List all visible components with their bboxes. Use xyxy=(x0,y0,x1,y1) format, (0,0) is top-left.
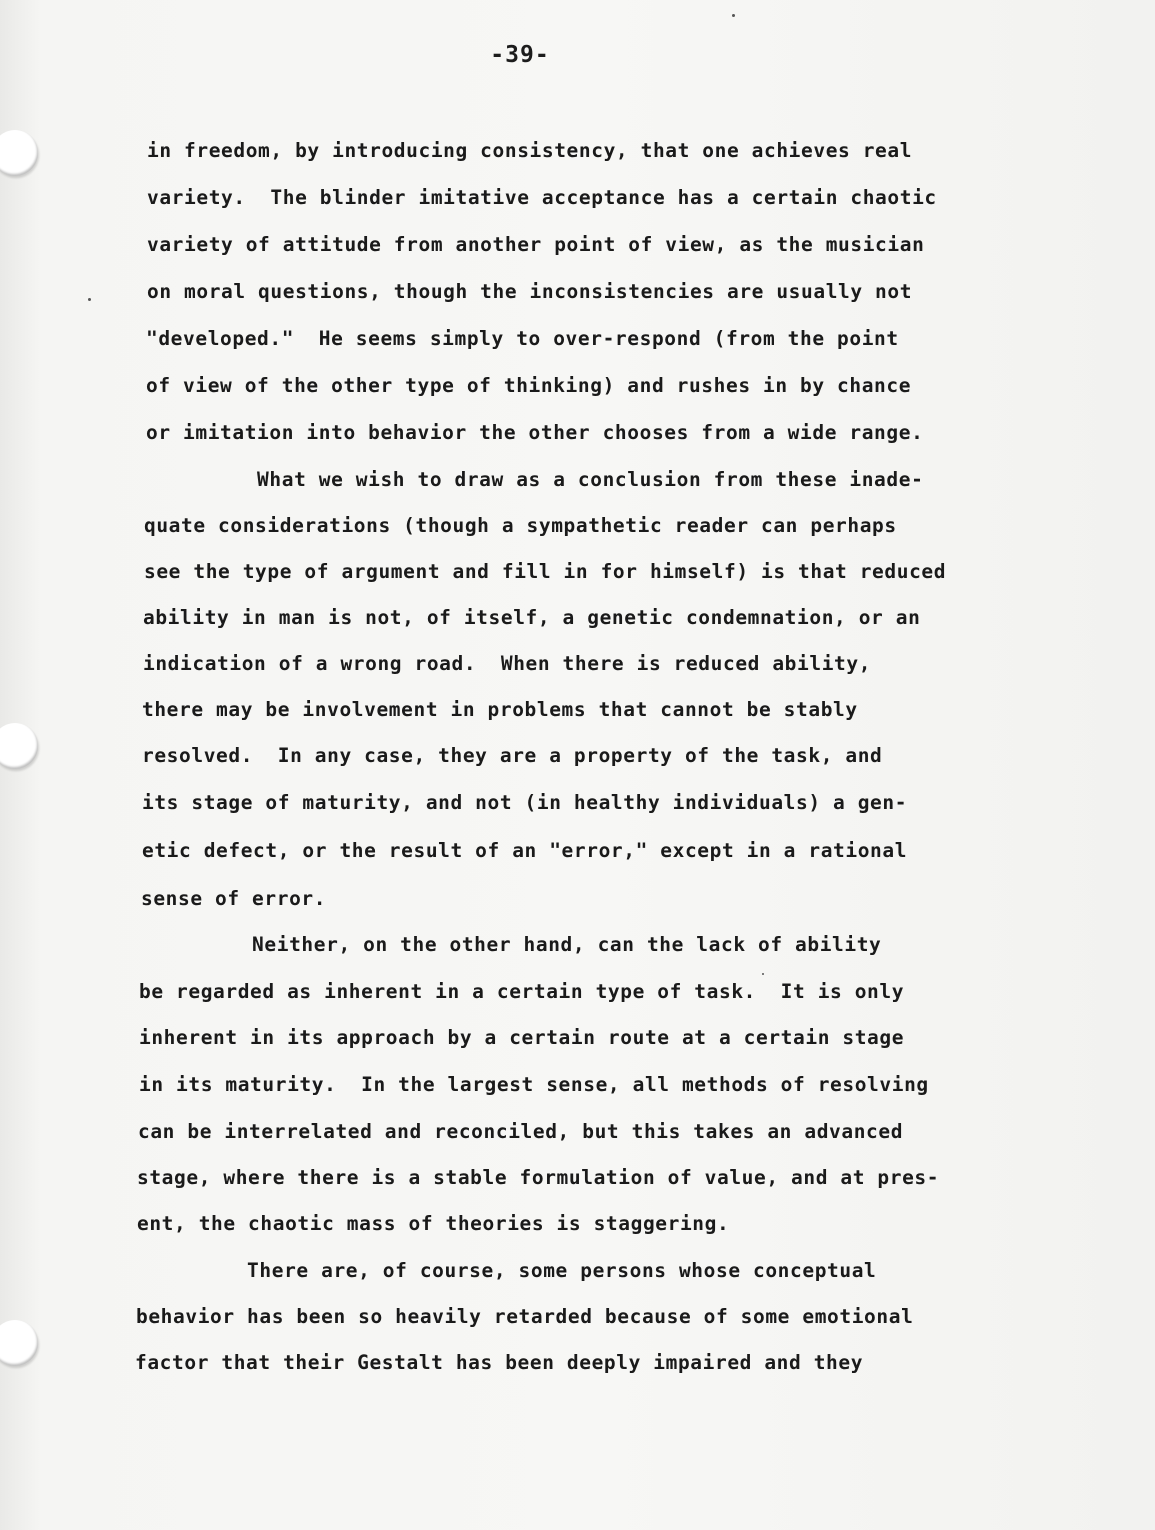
text-line: behavior has been so heavily retarded because of some emotional xyxy=(136,1305,914,1328)
text-line: or imitation into behavior the other chooses from a wide range. xyxy=(146,421,924,444)
text-line: see the type of argument and fill in for himself) is that reduced xyxy=(144,560,947,583)
text-line: Neither, on the other hand, can the lack of ability xyxy=(141,933,882,956)
text-line: can be interrelated and reconciled, but this takes an advanced xyxy=(138,1120,904,1143)
text-line: There are, of course, some persons whose conceptual xyxy=(136,1259,877,1282)
text-line: variety. The blinder imitative acceptance has a certain chaotic xyxy=(147,186,937,209)
text-line: etic defect, or the result of an "error," except in a rational xyxy=(142,839,908,862)
text-line: "developed." He seems simply to over-respond (from the point xyxy=(146,327,899,350)
text-line: be regarded as inherent in a certain type of task. It is only xyxy=(139,980,905,1003)
text-line: stage, where there is a stable formulation of value, and at pres- xyxy=(137,1166,940,1189)
punch-hole xyxy=(0,723,38,769)
text-line: factor that their Gestalt has been deeply impaired and they xyxy=(135,1351,864,1374)
punch-hole xyxy=(0,1320,38,1366)
text-line: inherent in its approach by a certain route at a certain stage xyxy=(139,1026,905,1049)
page-number: -39- xyxy=(490,42,550,68)
text-line: on moral questions, though the inconsistencies are usually not xyxy=(147,280,913,303)
text-line: variety of attitude from another point of view, as the musician xyxy=(147,233,925,256)
ink-speck xyxy=(88,298,91,301)
ink-speck xyxy=(732,14,735,17)
ink-speck xyxy=(762,973,764,975)
text-line: in freedom, by introducing consistency, that one achieves real xyxy=(147,139,913,162)
punch-hole xyxy=(0,130,38,176)
text-line: indication of a wrong road. When there is reduced ability, xyxy=(143,652,872,675)
text-line: there may be involvement in problems that cannot be stably xyxy=(142,698,858,721)
text-line: of view of the other type of thinking) and rushes in by chance xyxy=(146,374,912,397)
text-line: quate considerations (though a sympathetic reader can perhaps xyxy=(144,514,897,537)
text-line: in its maturity. In the largest sense, all methods of resolving xyxy=(139,1073,929,1096)
text-line: ent, the chaotic mass of theories is staggering. xyxy=(137,1212,730,1235)
text-line: resolved. In any case, they are a property of the task, and xyxy=(142,744,883,767)
text-line: What we wish to draw as a conclusion from these inade- xyxy=(146,468,924,491)
text-line: sense of error. xyxy=(141,887,327,910)
text-line: ability in man is not, of itself, a genetic condemnation, or an xyxy=(143,606,921,629)
text-line: its stage of maturity, and not (in healthy individuals) a gen- xyxy=(142,791,908,814)
